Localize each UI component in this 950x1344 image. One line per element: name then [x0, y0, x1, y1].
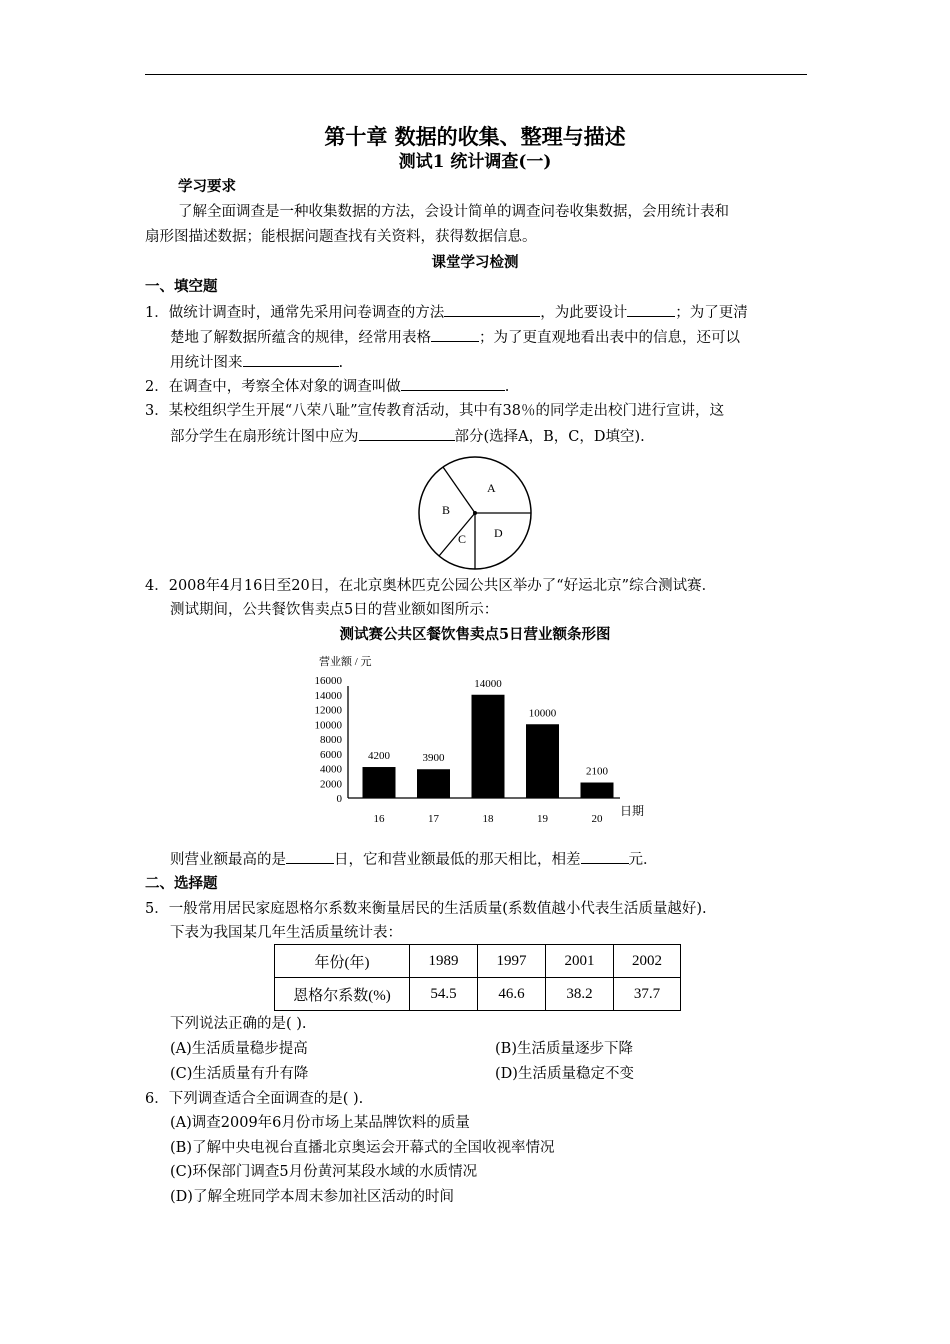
answer-blank[interactable] — [286, 849, 334, 864]
pie-divider — [439, 513, 475, 556]
x-tick-label: 17 — [428, 813, 439, 825]
engel-table — [274, 944, 681, 1011]
question-1-line-1 — [145, 302, 748, 323]
question-4-text-a: 2008年4月16日至20日，在北京奥林匹克公园公共区举办了“好运北京”综合测试赛． — [168, 578, 717, 594]
x-tick-label: 18 — [482, 813, 494, 825]
question-6-line-1 — [145, 1089, 363, 1109]
question-6-option-a[interactable]: (A)调查2009年6月份市场上某品牌饮料的质量 — [170, 1115, 470, 1131]
y-tick-label: 16000 — [314, 675, 342, 687]
y-tick-label: 2000 — [320, 778, 342, 791]
pie-chart-figure — [416, 454, 534, 572]
bar — [417, 769, 450, 798]
requirements-heading: 学习要求 — [178, 178, 236, 195]
table-row — [275, 945, 681, 978]
question-6-option-b[interactable]: (B)了解中央电视台直播北京奥运会开幕式的全国收视率情况 — [170, 1140, 555, 1156]
table-cell: 37.7 — [614, 978, 681, 1011]
question-2-text-a: 在调查中，考察全体对象的调查叫做 — [168, 379, 401, 395]
question-3-line-1 — [145, 401, 724, 421]
table-cell: 年份(年) — [275, 945, 410, 978]
x-tick-label: 19 — [537, 813, 548, 825]
table-cell: 54.5 — [410, 978, 478, 1011]
y-tick-label: 8000 — [320, 734, 342, 746]
test-title: 测试1 统计调查(一) — [398, 152, 552, 172]
requirements-line-2: 扇形图描述数据；能根据问题查找有关资料，获得数据信息。 — [145, 229, 537, 245]
section-classroom-check: 课堂学习检测 — [431, 254, 519, 271]
bar-chart-title: 测试赛公共区餐饮售卖点5日营业额条形图 — [339, 626, 611, 643]
question-2-number: 2． — [145, 379, 169, 395]
answer-blank[interactable] — [627, 302, 675, 317]
bar — [526, 724, 559, 798]
bar-value-label: 4200 — [368, 750, 390, 763]
table-cell: 1989 — [410, 945, 478, 978]
question-1-line-2 — [170, 327, 740, 348]
answer-blank[interactable] — [581, 849, 629, 864]
table-row — [275, 978, 681, 1011]
bar-value-label: 2100 — [586, 765, 608, 778]
question-1-number: 1． — [145, 305, 169, 321]
table-cell: 46.6 — [478, 978, 546, 1011]
question-5-line-1 — [145, 899, 707, 919]
question-6-number: 6． — [145, 1091, 169, 1107]
question-1-text-e: ；为了更直观地看出表中的信息，还可以 — [479, 330, 740, 346]
question-5-option-c[interactable]: (C)生活质量有升有降 — [170, 1066, 309, 1082]
question-4-text-d: 日，它和营业额最低的那天相比，相差 — [334, 852, 581, 868]
chapter-title: 第十章 数据的收集、整理与描述 — [324, 124, 626, 149]
pie-label-a: A — [487, 481, 496, 495]
question-4-number: 4． — [145, 578, 169, 594]
question-3-number: 3． — [145, 403, 169, 419]
question-3-text-c: 部分(选择A，B，C，D填空). — [454, 429, 645, 445]
pie-label-d: D — [494, 526, 503, 540]
section-fill-heading: 一、填空题 — [145, 278, 218, 295]
bar-chart-marks — [315, 675, 614, 825]
y-tick-label: 0 — [336, 793, 342, 805]
question-5-option-b[interactable]: (B)生活质量逐步下降 — [495, 1041, 633, 1057]
table-cell: 2001 — [546, 945, 614, 978]
answer-blank[interactable] — [243, 352, 339, 367]
x-tick-label: 16 — [373, 813, 385, 825]
bar-chart — [290, 648, 670, 833]
question-5-option-d[interactable]: (D)生活质量稳定不变 — [495, 1066, 634, 1082]
answer-blank[interactable] — [444, 302, 540, 317]
pie-label-b: B — [442, 503, 451, 517]
bar — [472, 695, 505, 798]
x-tick-label: 20 — [591, 813, 603, 825]
bar — [581, 783, 614, 798]
pie-center-dot — [473, 511, 477, 515]
question-5-text-a: 一般常用居民家庭恩格尔系数来衡量居民的生活质量(系数值越小代表生活质量越好). — [168, 901, 707, 917]
question-3-text-a: 某校组织学生开展“八荣八耻”宣传教育活动，其中有38％的同学走出校门进行宣讲，这 — [168, 403, 725, 419]
y-tick-label: 6000 — [320, 748, 342, 761]
table-cell: 38.2 — [546, 978, 614, 1011]
bar — [363, 767, 396, 798]
bar-value-label: 10000 — [528, 707, 557, 720]
question-5-prompt: 下列说法正确的是( ). — [170, 1016, 307, 1032]
bar-value-label: 3900 — [422, 752, 445, 765]
section-choice-heading: 二、选择题 — [145, 875, 218, 892]
question-1-text-b: ，为此要设计 — [540, 305, 628, 321]
answer-blank[interactable] — [431, 327, 479, 342]
question-3-text-b: 部分学生在扇形统计图中应为 — [170, 429, 359, 445]
question-4-line-3 — [170, 849, 658, 870]
x-axis-label: 日期 — [620, 804, 645, 818]
question-4-line-2: 测试期间，公共餐饮售卖点5日的营业额如图所示： — [170, 602, 499, 618]
question-1-text-g: . — [338, 355, 344, 371]
question-3-line-2 — [170, 426, 645, 447]
question-4-line-1 — [145, 576, 716, 596]
y-tick-label: 14000 — [314, 689, 342, 702]
y-axis-label: 营业额 / 元 — [319, 656, 372, 668]
question-5-line-2: 下表为我国某几年生活质量统计表： — [170, 925, 402, 941]
y-tick-label: 12000 — [314, 704, 342, 717]
question-5-number: 5． — [145, 901, 169, 917]
question-1-text-c: ；为了更清 — [675, 305, 748, 321]
table-cell: 1997 — [478, 945, 546, 978]
question-1-text-a: 做统计调查时，通常先采用问卷调查的方法 — [168, 305, 445, 321]
question-1-text-f: 用统计图来 — [170, 355, 243, 371]
question-5-option-a[interactable]: (A)生活质量稳步提高 — [170, 1041, 308, 1057]
question-1-line-3 — [170, 352, 343, 373]
table-cell: 恩格尔系数(%) — [275, 978, 410, 1011]
bar-value-label: 14000 — [474, 677, 502, 690]
y-tick-label: 10000 — [314, 719, 342, 732]
table-cell: 2002 — [614, 945, 681, 978]
question-4-text-e: 元． — [628, 852, 658, 868]
question-6-option-d[interactable]: (D)了解全班同学本周末参加社区活动的时间 — [170, 1189, 454, 1205]
pie-label-c: C — [458, 532, 467, 546]
question-6-text-a: 下列调查适合全面调查的是( ). — [168, 1091, 364, 1107]
question-6-option-c[interactable]: (C)环保部门调查5月份黄河某段水域的水质情况 — [170, 1164, 478, 1180]
question-2 — [145, 376, 509, 397]
question-4-text-c: 则营业额最高的是 — [170, 852, 286, 868]
answer-blank[interactable] — [401, 376, 505, 391]
header-rule — [145, 74, 807, 75]
requirements-line-1: 了解全面调查是一种收集数据的方法，会设计简单的调查问卷收集数据，会用统计表和 — [178, 204, 729, 220]
answer-blank[interactable] — [359, 426, 455, 441]
y-tick-label: 4000 — [320, 763, 342, 776]
question-2-text-b: . — [504, 379, 510, 395]
question-1-text-d: 楚地了解数据所蕴含的规律，经常用表格 — [170, 330, 431, 346]
